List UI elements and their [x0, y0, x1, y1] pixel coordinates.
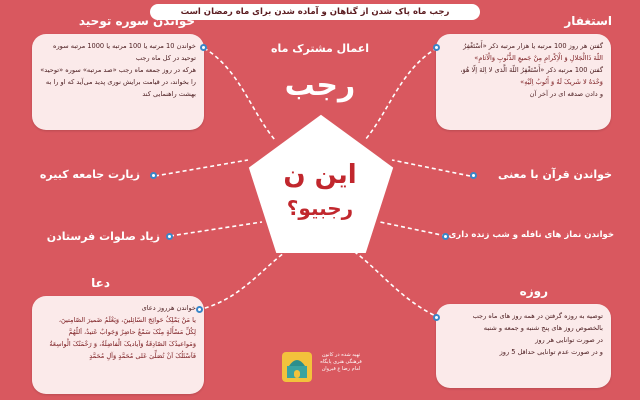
bl-line: لِکُلِّ مَسْأَلَةٍ مِنْکَ سَمْعٌ حاضِرٌ وَجَوابٌ عَتیدٌ، اَللّهُمَّ	[68, 328, 196, 336]
left-dot-2	[166, 233, 173, 240]
tl-dot	[200, 44, 207, 51]
right-item-2: خواندن نماز های نافله و شب زنده داری	[448, 230, 614, 240]
tr-line: وَحْدَهُ لا شَریکَ لَهُ وَ أَتُوبُ اِلَیْهِ»	[520, 78, 603, 86]
br-line: در صورت توانایی هر روز	[535, 336, 603, 344]
bl-dot	[196, 306, 203, 313]
tr-card	[436, 34, 611, 130]
bl-title: دعا	[91, 276, 110, 290]
br-card	[436, 304, 611, 388]
br-dot	[433, 314, 440, 321]
br-line: و در صورت عدم توانایی حداقل 5 روز	[499, 348, 603, 356]
tl-line: خواندن 10 مرتبه یا 100 مرتبه یا 1000 مرتبه سوره توحید در کل ماه رجب	[53, 42, 196, 62]
bl-line: وَمَواعیدُکَ الصّادِقَةُ وَاَیادیکَ الْفاضِلَةُ، وَ رَحْمَتُکَ الْواسِعَةُ	[49, 340, 196, 348]
pentagon-text-line1: این ن	[283, 160, 357, 190]
tr-line: و دادن صدقه ای در آخر آن	[529, 90, 603, 98]
right-dot-1	[470, 172, 477, 179]
bl-line: فَاَسْئَلُکَ اَنْ تُصَلِّیَ عَلی مُحَمَّدٍ وَآلِ مُحَمَّدٍ	[89, 352, 196, 360]
br-title: روزه	[519, 284, 548, 298]
right-dot-2	[442, 233, 449, 240]
tr-title: استغفار	[564, 14, 612, 28]
logo-text: تهیه شده در کانون فرهنگی هنری پایگاه امام رضا ع قیروان	[320, 352, 362, 372]
top-banner: رجب ماه پاک شدن از گناهان و آماده شدن برای ماه رمضان است	[150, 4, 480, 20]
bl-card	[32, 296, 204, 394]
tl-line: هرکه در روز جمعه ماه رجب «صد مرتبه» سوره «توحید» را بخواند، در قیامت برایش نوری پدید می‌آید که او را به بهشت راهنمایی کند	[40, 66, 196, 98]
tr-line: گفتن 100 مرتبه ذکر «أَسْتَغْفِرُ اللّهَ الَّذى لا اِلهَ اِلّا هُوَ،	[460, 66, 603, 74]
tl-card	[32, 34, 204, 130]
br-line: بالخصوص روز های پنج شنبه و جمعه و شنبه	[483, 324, 603, 332]
tl-title: خواندن سوره توحید	[78, 14, 195, 28]
bl-line: خواندن هرروز دعای	[141, 304, 196, 312]
bl-line: یا مَنْ یَمْلِکُ حَوائِجَ السّائِلینَ، وَیَعْلَمُ ضَمیرَ الصّامِتینَ،	[58, 316, 196, 324]
center-subtitle: اعمال مشترک ماه	[270, 42, 370, 55]
tr-line: گفتن هر روز 100 مرتبه یا هزار مرتبه ذکر «أَسْتَغْفِرُ	[463, 42, 603, 50]
tr-dot	[433, 44, 440, 51]
left-item-2: زیاد صلوات فرستادن	[46, 230, 160, 243]
br-line: توصیه به روزه گرفتن در همه روز های ماه رجب	[472, 312, 603, 320]
pentagon-text-line2: رجبیو؟	[286, 196, 354, 220]
left-item-1: زیارت جامعه کبیره	[39, 168, 140, 181]
right-item-1: خواندن قرآن با معنی	[497, 168, 612, 181]
center-title: رجب	[284, 68, 356, 103]
left-dot-1	[150, 172, 157, 179]
mosque-logo-icon	[280, 350, 314, 384]
tr-line: اللّهَ ذَاالْجَلالِ وَ الْاِکْرامِ مِنْ جَمیعِ الذُّنُوبِ وَالْآثامِ»	[474, 54, 603, 62]
